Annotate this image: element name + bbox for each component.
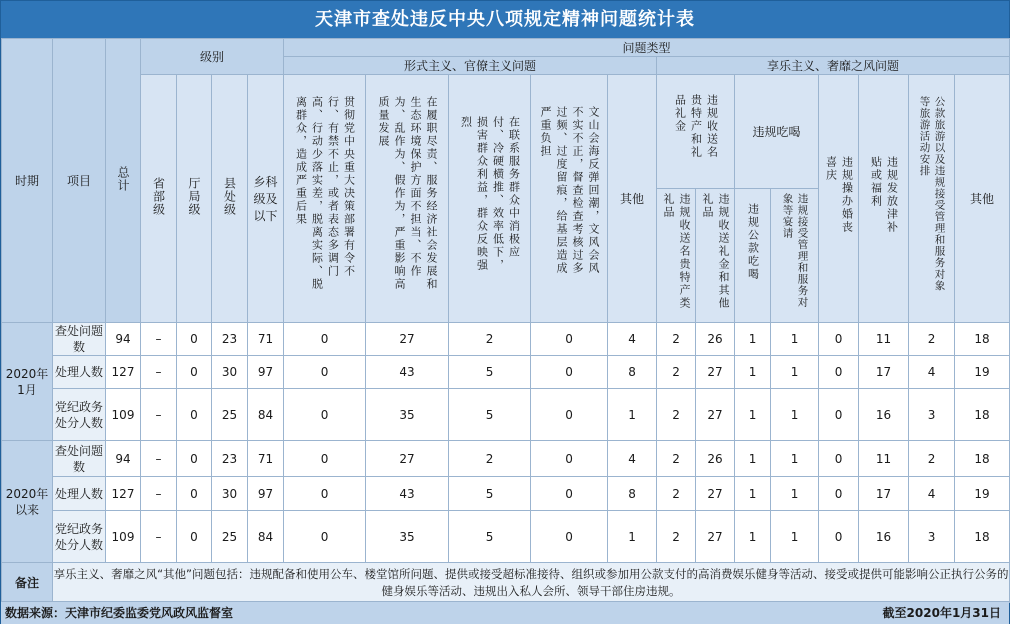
note-row: [2, 563, 1010, 603]
cell: 4: [909, 356, 955, 389]
cell: 27: [696, 389, 735, 441]
statistics-table: [1, 38, 1010, 603]
cell: 1: [608, 511, 657, 563]
cell: 0: [531, 441, 608, 477]
cell: 0: [284, 323, 366, 356]
cell: 127: [106, 356, 141, 389]
cell: 1: [771, 441, 819, 477]
cell: 5: [449, 511, 531, 563]
cell: 0: [531, 323, 608, 356]
note-text: 享乐主义、奢靡之风“其他”问题包括：违规配备和使用公车、楼堂馆所问题、提供或接受超标准接待、组织或参加用公款支付的高消费娱乐健身等活动、接受或提供可能影响公正执行公务的健身娱乐等活动、违规出入私人会所、领导干部住房违规。: [53, 563, 1010, 603]
cell: 43: [366, 356, 449, 389]
cell: 97: [248, 356, 284, 389]
cell: 25: [212, 389, 248, 441]
cell: 71: [248, 441, 284, 477]
level-bureau: 厅局级: [177, 75, 212, 323]
cell: 0: [531, 356, 608, 389]
cell: 0: [531, 511, 608, 563]
cell: 35: [366, 511, 449, 563]
dining-col-banquet: 违规接受管理和服务对象等宴请: [771, 189, 819, 323]
cell: 16: [859, 389, 909, 441]
cell: 0: [819, 323, 859, 356]
cell: 18: [955, 441, 1010, 477]
level-header: 级别: [141, 39, 284, 75]
cell: 1: [735, 323, 771, 356]
gift-col-specialty: 违规收送名贵特产类礼品: [657, 189, 696, 323]
footer-bar: [1, 601, 1009, 624]
cell: 4: [608, 441, 657, 477]
cell: 11: [859, 323, 909, 356]
cell: 0: [177, 477, 212, 511]
cell: 8: [608, 477, 657, 511]
formalism-col-3: 在联系服务群众中消极应付、冷硬横推、效率低下，损害群众利益，群众反映强烈: [449, 75, 531, 323]
cell: –: [141, 356, 177, 389]
table-title: 天津市查处违反中央八项规定精神问题统计表: [1, 1, 1009, 38]
cell: 2: [657, 323, 696, 356]
table-row: [2, 511, 1010, 563]
cutoff-date: 截至2020年1月31日: [882, 606, 1001, 620]
cell: 27: [366, 323, 449, 356]
cell: 2: [909, 441, 955, 477]
cell: 0: [177, 356, 212, 389]
cell: 18: [955, 389, 1010, 441]
cell: –: [141, 477, 177, 511]
table-row: [2, 323, 1010, 356]
cell: –: [141, 389, 177, 441]
cell: 71: [248, 323, 284, 356]
row-item-label: 查处问题数: [53, 323, 106, 356]
cell: 16: [859, 511, 909, 563]
travel-header: 公款旅游以及违规接受管理和服务对象等旅游活动安排: [909, 75, 955, 323]
cell: 26: [696, 323, 735, 356]
row-item-label: 党纪政务处分人数: [53, 511, 106, 563]
cell: 2: [449, 441, 531, 477]
cell: 94: [106, 441, 141, 477]
data-source: 数据来源：天津市纪委监委党风政风监督室: [5, 606, 234, 620]
cell: 2: [657, 389, 696, 441]
cell: 23: [212, 323, 248, 356]
cell: 0: [819, 389, 859, 441]
note-label: 备注: [2, 563, 53, 603]
table-row: [2, 389, 1010, 441]
problem-type-header: 问题类型: [284, 39, 1010, 57]
cell: 2: [657, 441, 696, 477]
cell: 2: [657, 477, 696, 511]
cell: 18: [955, 323, 1010, 356]
cell: 26: [696, 441, 735, 477]
dining-group-header: 违规吃喝: [735, 75, 819, 189]
cell: 0: [177, 441, 212, 477]
cell: 17: [859, 477, 909, 511]
item-header: 项目: [53, 39, 106, 323]
cell: 1: [735, 356, 771, 389]
subsidy-header: 违规发放津补贴或福利: [859, 75, 909, 323]
formalism-header: 形式主义、官僚主义问题: [284, 57, 657, 75]
cell: 0: [819, 511, 859, 563]
cell: 2: [449, 323, 531, 356]
cell: 43: [366, 477, 449, 511]
cell: 1: [608, 389, 657, 441]
cell: –: [141, 511, 177, 563]
cell: 127: [106, 477, 141, 511]
cell: 1: [771, 389, 819, 441]
cell: 1: [735, 441, 771, 477]
cell: 2: [657, 356, 696, 389]
cell: 35: [366, 389, 449, 441]
cell: 5: [449, 389, 531, 441]
wedding-header: 违规操办婚丧喜庆: [819, 75, 859, 323]
cell: 3: [909, 511, 955, 563]
period-label: 2020年以来: [2, 441, 53, 563]
cell: 1: [771, 323, 819, 356]
cell: 27: [366, 441, 449, 477]
cell: 19: [955, 477, 1010, 511]
cell: 18: [955, 511, 1010, 563]
cell: 1: [771, 356, 819, 389]
level-township: 乡科级及以下: [248, 75, 284, 323]
cell: 109: [106, 511, 141, 563]
cell: 4: [608, 323, 657, 356]
cell: 1: [771, 477, 819, 511]
cell: 3: [909, 389, 955, 441]
row-item-label: 处理人数: [53, 356, 106, 389]
cell: 27: [696, 477, 735, 511]
cell: 5: [449, 477, 531, 511]
level-provincial: 省部级: [141, 75, 177, 323]
row-item-label: 查处问题数: [53, 441, 106, 477]
cell: 97: [248, 477, 284, 511]
level-county: 县处级: [212, 75, 248, 323]
cell: 27: [696, 356, 735, 389]
cell: 1: [735, 477, 771, 511]
period-header: 时期: [2, 39, 53, 323]
cell: 30: [212, 356, 248, 389]
table-row: [2, 441, 1010, 477]
cell: 94: [106, 323, 141, 356]
cell: 0: [284, 477, 366, 511]
hedonism-col-other: 其他: [955, 75, 1010, 323]
cell: 25: [212, 511, 248, 563]
cell: 5: [449, 356, 531, 389]
table-row: [2, 356, 1010, 389]
cell: 84: [248, 389, 284, 441]
formalism-col-1: 贯彻党中央重大决策部署有令不行、有禁不止，或者表态多调门高、行动少落实差，脱离实际、脱离群众，造成严重后果: [284, 75, 366, 323]
gift-group-header: 违规收送名贵特产和礼品礼金: [657, 75, 735, 189]
cell: 0: [531, 477, 608, 511]
cell: –: [141, 441, 177, 477]
cell: 0: [284, 441, 366, 477]
cell: 1: [771, 511, 819, 563]
cell: 0: [531, 389, 608, 441]
cell: 11: [859, 441, 909, 477]
formalism-col-other: 其他: [608, 75, 657, 323]
cell: 8: [608, 356, 657, 389]
cell: 109: [106, 389, 141, 441]
cell: 2: [657, 511, 696, 563]
cell: 17: [859, 356, 909, 389]
row-item-label: 处理人数: [53, 477, 106, 511]
cell: 0: [819, 477, 859, 511]
cell: 0: [284, 356, 366, 389]
dining-col-public: 违规公款吃喝: [735, 189, 771, 323]
gift-col-cash: 违规收送礼金和其他礼品: [696, 189, 735, 323]
cell: 0: [177, 323, 212, 356]
formalism-col-4: 文山会海反弹回潮，文风会风不实不正，督查检查考核过多过频、过度留痕，给基层造成严重负担: [531, 75, 608, 323]
cell: 23: [212, 441, 248, 477]
cell: 30: [212, 477, 248, 511]
hedonism-header: 享乐主义、奢靡之风问题: [657, 57, 1010, 75]
cell: 4: [909, 477, 955, 511]
period-label: 2020年1月: [2, 323, 53, 441]
total-header: 总计: [106, 39, 141, 323]
cell: 2: [909, 323, 955, 356]
cell: 0: [177, 511, 212, 563]
cell: 1: [735, 511, 771, 563]
cell: –: [141, 323, 177, 356]
cell: 0: [819, 356, 859, 389]
cell: 19: [955, 356, 1010, 389]
row-item-label: 党纪政务处分人数: [53, 389, 106, 441]
cell: 0: [284, 511, 366, 563]
cell: 0: [284, 389, 366, 441]
cell: 84: [248, 511, 284, 563]
cell: 1: [735, 389, 771, 441]
cell: 0: [177, 389, 212, 441]
cell: 0: [819, 441, 859, 477]
formalism-col-2: 在履职尽责、服务经济社会发展和生态环境保护方面不担当、不作为、乱作为、假作为，严重影响高质量发展: [366, 75, 449, 323]
cell: 27: [696, 511, 735, 563]
table-row: [2, 477, 1010, 511]
